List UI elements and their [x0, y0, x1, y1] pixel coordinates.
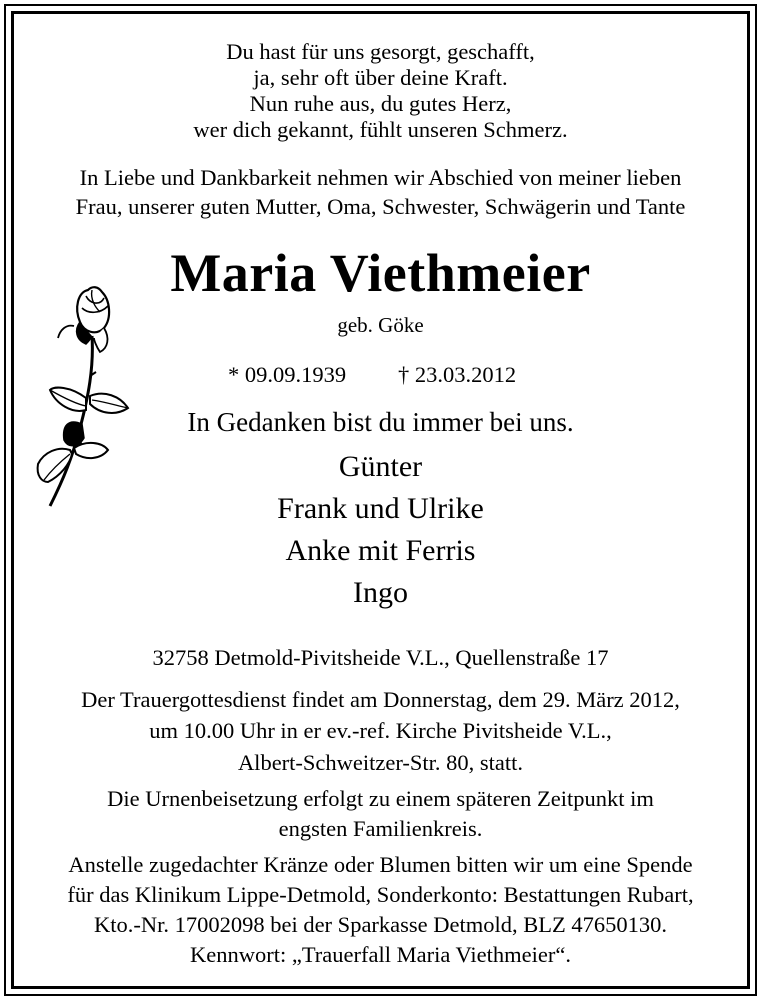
family-member-4: Ingo — [353, 576, 408, 609]
death-date: † 23.03.2012 — [398, 362, 517, 387]
family-member-1: Günter — [338, 450, 423, 483]
birth-date: * 09.09.1939 — [228, 362, 347, 387]
service-line-2: um 10.00 Uhr in er ev.-ref. Kirche Pivitsheide V.L., — [149, 718, 612, 743]
donation-line-3: Kto.-Nr. 17002098 bei der Sparkasse Detmold, BLZ 47650130. — [93, 912, 668, 937]
poem-line-4: wer dich gekannt, fühlt unseren Schmerz. — [193, 117, 568, 142]
donation-line-1: Anstelle zugedachter Kränze oder Blumen bitten wir um eine Spende — [68, 852, 693, 877]
poem-line-1: Du hast für uns gesorgt, geschafft, — [226, 39, 535, 64]
thought-line: In Gedanken bist du immer bei uns. — [187, 407, 574, 437]
family-member-3: Anke mit Ferris — [285, 534, 476, 567]
poem-line-3: Nun ruhe aus, du gutes Herz, — [249, 91, 512, 116]
donation-line-2: für das Klinikum Lippe-Detmold, Sonderkonto: Bestattungen Rubart, — [67, 882, 694, 907]
service-line-3: Albert-Schweitzer-Str. 80, statt. — [237, 750, 524, 775]
deceased-name: Maria Viethmeier — [170, 243, 591, 303]
family-member-2: Frank und Ulrike — [277, 492, 484, 525]
service-line-1: Der Trauergottesdienst findet am Donnerstag, dem 29. März 2012, — [81, 687, 680, 712]
maiden-name: geb. Göke — [337, 313, 424, 337]
donation-line-4: Kennwort: „Trauerfall Maria Viethmeier“. — [189, 942, 572, 967]
poem-line-2: ja, sehr oft über deine Kraft. — [253, 65, 508, 90]
burial-line-2: engsten Familienkreis. — [278, 816, 483, 841]
intro-line-1: In Liebe und Dankbarkeit nehmen wir Abschied von meiner lieben — [79, 165, 682, 190]
burial-line-1: Die Urnenbeisetzung erfolgt zu einem späteren Zeitpunkt im — [107, 786, 654, 811]
intro-line-2: Frau, unserer guten Mutter, Oma, Schwester, Schwägerin und Tante — [75, 194, 686, 219]
address-line: 32758 Detmold-Pivitsheide V.L., Quellenstraße 17 — [152, 645, 609, 670]
